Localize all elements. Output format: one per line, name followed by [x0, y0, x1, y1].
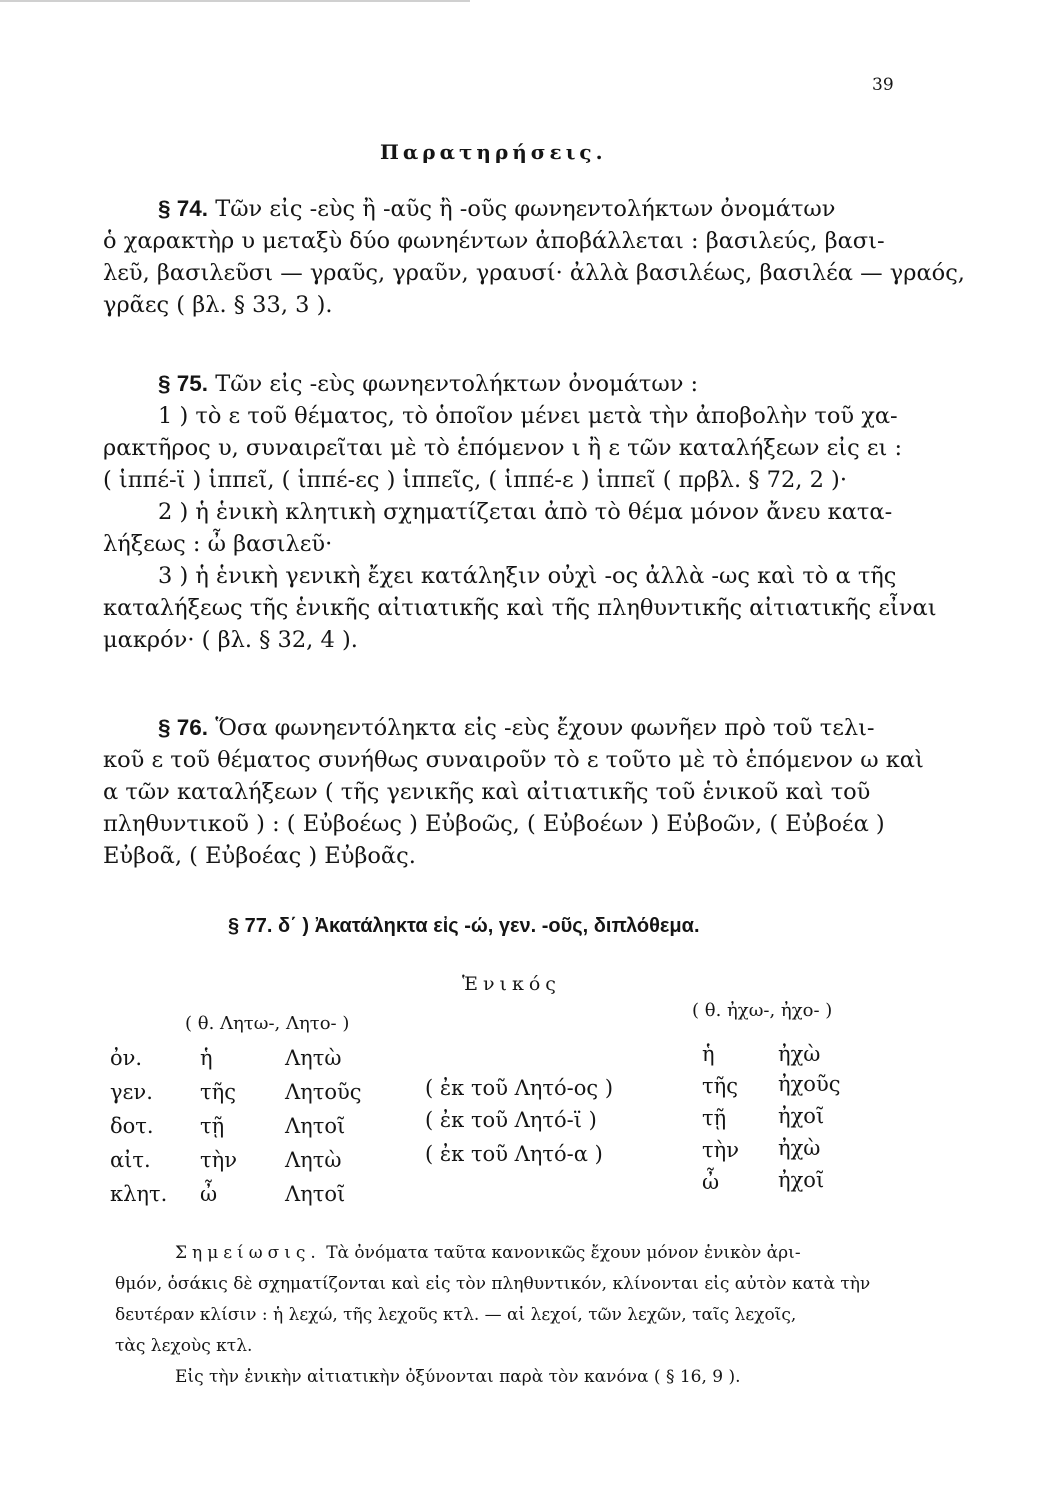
article-right: ἡ	[702, 1042, 715, 1066]
note-line-5: Εἰς τὴν ἑνικὴν αἰτιατικὴν ὀξύνονται παρὰ τὸν κανόνα ( § 16, 9 ).	[175, 1367, 741, 1387]
form: Λητοῖ	[285, 1182, 346, 1206]
form: Λητὼ	[285, 1148, 342, 1172]
paragraph-74-line-2: ὁ χαρακτὴρ υ μεταξὺ δύο φωνηέντων ἀποβάλλεται : βασιλεύς, βασι-	[103, 228, 885, 254]
form: Λητὼ	[285, 1046, 342, 1070]
note-block	[115, 1238, 935, 1393]
article: τὴν	[200, 1148, 237, 1172]
paragraph-76-line-3: α τῶν καταλήξεων ( τῆς γενικῆς καὶ αἰτιατικῆς τοῦ ἑνικοῦ καὶ τοῦ	[103, 779, 871, 805]
note-line-3: δευτέραν κλίσιν : ἡ λεχώ, τῆς λεχοῦς κτλ. — αἱ λεχοί, τῶν λεχῶν, ταῖς λεχοῖς,	[115, 1305, 797, 1325]
case-label: γεν.	[110, 1080, 153, 1104]
section-77-heading: § 77. δ΄ ) Ἀκατάληκτα εἰς -ώ, γεν. -οῦς, διπλόθεμα.	[228, 915, 700, 937]
article: ὦ	[200, 1182, 218, 1206]
case-label: δοτ.	[110, 1114, 154, 1138]
scan-top-edge	[0, 0, 470, 2]
paragraph-75-line-3: ρακτῆρος υ, συναιρεῖται μὲ τὸ ἑπόμενον ι ἢ ε τῶν καταλήξεων εἰς ει :	[103, 435, 903, 461]
paragraph-75-line-2: 1 ) τὸ ε τοῦ θέματος, τὸ ὁποῖον μένει μετὰ τὴν ἀποβολὴν τοῦ χα-	[158, 403, 898, 429]
article: ἡ	[200, 1046, 213, 1070]
article: τῆς	[200, 1080, 236, 1104]
section-number: § 76.	[158, 715, 209, 740]
paragraph-75-line-9: μακρόν· ( βλ. § 32, 4 ).	[103, 627, 358, 653]
paragraph-76-line-1: § 76. Ὅσα φωνηεντόληκτα εἰς -εὺς ἔχουν φωνῆεν πρὸ τοῦ τελι-	[158, 715, 875, 741]
paragraph-76-line-4: πληθυντικοῦ ) : ( Εὐβοέως ) Εὐβοῶς, ( Εὐβοέων ) Εὐβοῶν, ( Εὐβοέα )	[103, 811, 885, 837]
case-label: αἰτ.	[110, 1148, 151, 1172]
article-right: ὦ	[702, 1170, 720, 1194]
note-line-2: θμόν, ὁσάκις δὲ σχηματίζονται καὶ εἰς τὸν πληθυντικόν, κλίνονται εἰς αὐτὸν κατὰ τὴν	[115, 1274, 871, 1294]
case-label: ὀν.	[110, 1046, 143, 1070]
paragraph-76-line-5: Εὐβοᾶ, ( Εὐβοέας ) Εὐβοᾶς.	[103, 843, 416, 869]
note-line-1: Σημείωσις. Τὰ ὀνόματα ταῦτα κανονικῶς ἔχουν μόνον ἑνικὸν ἀρι-	[175, 1243, 801, 1263]
origin: ( ἐκ τοῦ Λητό-α )	[425, 1142, 603, 1166]
paragraph-75-line-7: 3 ) ἡ ἑνικὴ γενικὴ ἔχει κατάληξιν οὐχὶ -ος ἀλλὰ -ως καὶ τὸ α τῆς	[158, 563, 897, 589]
section-number: § 74.	[158, 196, 209, 221]
form-right: ἠχοῦς	[778, 1072, 841, 1096]
paragraph-75	[103, 368, 937, 656]
page-number: 39	[872, 75, 894, 95]
paragraph-75-line-6: λήξεως : ὦ βασιλεῦ·	[103, 531, 333, 557]
paragraph-76-line-2: κοῦ ε τοῦ θέματος συνήθως συναιροῦν τὸ ε τοῦτο μὲ τὸ ἑπόμενον ω καὶ	[103, 747, 924, 773]
paragraph-74-line-1: § 74. Τῶν εἰς -εὺς ἢ -αῦς ἢ -οῦς φωνηεντολήκτων ὀνομάτων	[158, 196, 836, 222]
paragraph-75-line-4: ( ἱππέ-ϊ ) ἱππεῖ, ( ἱππέ-ες ) ἱππεῖς, ( ἱππέ-ε ) ἱππεῖ ( πρβλ. § 72, 2 )·	[103, 467, 847, 493]
form-right: ἠχὼ	[778, 1136, 821, 1160]
form-right: ἠχὼ	[778, 1042, 821, 1066]
origin: ( ἐκ τοῦ Λητό-ος )	[425, 1076, 614, 1100]
paragraph-75-line-8: καταλήξεως τῆς ἑνικῆς αἰτιατικῆς καὶ τῆς πληθυντικῆς αἰτιατικῆς εἶναι	[103, 595, 937, 621]
article: τῇ	[200, 1114, 225, 1138]
paragraph-74-line-4: γρᾶες ( βλ. § 33, 3 ).	[103, 292, 333, 318]
section-heading-observations: Παρατηρήσεις.	[380, 140, 607, 164]
origin: ( ἐκ τοῦ Λητό-ϊ )	[425, 1108, 597, 1132]
form: Λητοῦς	[285, 1080, 362, 1104]
form-right: ἠχοῖ	[778, 1168, 825, 1192]
form-right: ἠχοῖ	[778, 1104, 825, 1128]
declension-table-title: Ἑνικός	[462, 973, 561, 995]
form: Λητοῖ	[285, 1114, 346, 1138]
stem-right: ( θ. ἠχω-, ἠχο- )	[692, 1000, 833, 1021]
paragraph-76	[103, 712, 923, 872]
article-right: τὴν	[702, 1138, 739, 1162]
note-line-4: τὰς λεχοὺς κτλ.	[115, 1336, 253, 1356]
paragraph-75-line-5: 2 ) ἡ ἑνικὴ κλητικὴ σχηματίζεται ἀπὸ τὸ θέμα μόνον ἄνευ κατα-	[158, 499, 893, 525]
paragraph-75-line-1: § 75. Τῶν εἰς -εὺς φωνηεντολήκτων ὀνομάτων :	[158, 371, 699, 397]
section-number: § 75.	[158, 371, 209, 396]
case-label: κλητ.	[110, 1182, 168, 1206]
paragraph-74-line-3: λεῦ, βασιλεῦσι — γραῦς, γραῦν, γραυσί· ἀλλὰ βασιλέως, βασιλέα — γραός,	[103, 260, 965, 286]
article-right: τῆς	[702, 1074, 738, 1098]
article-right: τῇ	[702, 1106, 727, 1130]
note-label: Σημείωσις.	[175, 1243, 321, 1263]
paragraph-74	[103, 193, 965, 321]
stem-left: ( θ. Λητω-, Λητο- )	[185, 1013, 350, 1034]
